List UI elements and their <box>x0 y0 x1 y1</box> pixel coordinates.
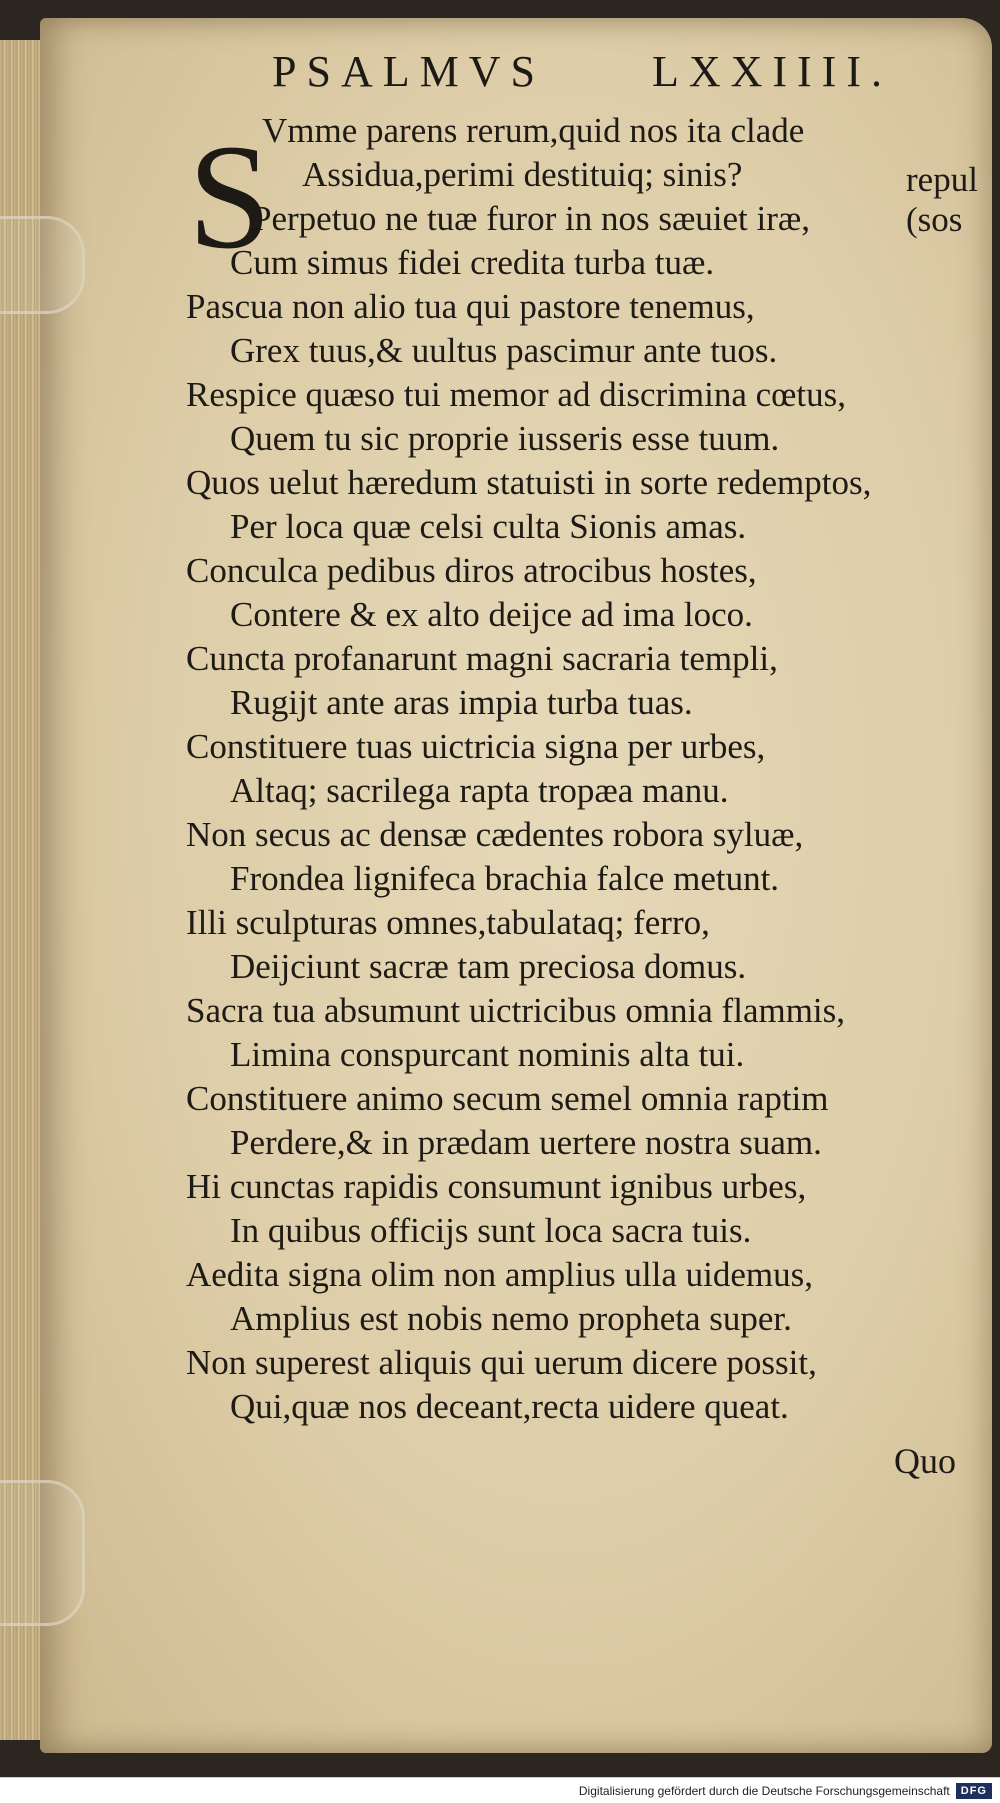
verse-line: Deijciunt sacræ tam preciosa domus. <box>230 947 747 986</box>
verse-line: Constituere animo secum semel omnia raptim <box>186 1079 829 1118</box>
verse-line: Quos uelut hæredum statuisti in sorte redemptos, <box>186 463 872 502</box>
verse-line: Aedita signa olim non amplius ulla uidemus, <box>186 1255 814 1294</box>
verse-line: Rugijt ante aras impia turba tuas. <box>230 683 693 722</box>
verse-line: Perdere,& in prædam uertere nostra suam. <box>230 1123 822 1162</box>
verse-line: Perpetuo ne tuæ furor in nos sæuiet iræ, <box>252 199 811 238</box>
verse-line: Constituere tuas uictricia signa per urbes, <box>186 727 766 766</box>
drop-capital: S <box>188 114 272 280</box>
book-clip-bottom <box>0 1480 85 1626</box>
verse-line: Sacra tua absumunt uictricibus omnia flammis, <box>186 991 846 1030</box>
verse-line: Non superest aliquis qui uerum dicere possit, <box>186 1343 817 1382</box>
verse-line: Limina conspurcant nominis alta tui. <box>230 1035 745 1074</box>
digitization-footer <box>0 1777 1000 1803</box>
verse-line: Illi sculpturas omnes,tabulataq; ferro, <box>186 903 710 942</box>
verse-line: Amplius est nobis nemo propheta super. <box>230 1299 792 1338</box>
verse-line: Respice quæso tui memor ad discrimina cœtus, <box>186 375 847 414</box>
catchword: Quo <box>894 1441 956 1481</box>
verse-line: Pascua non alio tua qui pastore tenemus, <box>186 287 755 326</box>
overflow-1: repul <box>906 160 978 199</box>
verse-line: Assidua,perimi destituiq; sinis? <box>302 155 743 194</box>
page-header <box>272 46 892 97</box>
verse-line: Grex tuus,& uultus pascimur ante tuos. <box>230 331 778 370</box>
verse-line: Cum simus fidei credita turba tuæ. <box>230 243 715 282</box>
verse-line: Altaq; sacrilega rapta tropæa manu. <box>230 771 729 810</box>
header-number: LXXIIII. <box>651 47 892 96</box>
verse-line: Hi cunctas rapidis consumunt ignibus urbes, <box>186 1167 807 1206</box>
line-overflow <box>906 160 978 240</box>
verse-line: In quibus officijs sunt loca sacra tuis. <box>230 1211 752 1250</box>
verse-line: Qui,quæ nos deceant,recta uidere queat. <box>230 1387 789 1426</box>
verse-line: Cuncta profanarunt magni sacraria templi, <box>186 639 778 678</box>
verse-line: Non secus ac densæ cædentes robora syluæ, <box>186 815 804 854</box>
footer-credit: Digitalisierung gefördert durch die Deutsche Forschungsgemeinschaft <box>578 1783 950 1798</box>
overflow-2: (sos <box>906 200 963 239</box>
verse-line: Quem tu sic proprie iusseris esse tuum. <box>230 419 780 458</box>
header-title: PSALMVS <box>272 47 545 96</box>
verse-line: Vmme parens rerum,quid nos ita clade <box>262 111 805 150</box>
book-clip-top <box>0 216 85 314</box>
verse-line: Contere & ex alto deijce ad ima loco. <box>230 595 753 634</box>
dfg-logo: DFG <box>956 1783 992 1799</box>
verse-line: Conculca pedibus diros atrocibus hostes, <box>186 551 757 590</box>
verse-line: Per loca quæ celsi culta Sionis amas. <box>230 507 747 546</box>
verse-line: Frondea lignifeca brachia falce metunt. <box>230 859 780 898</box>
